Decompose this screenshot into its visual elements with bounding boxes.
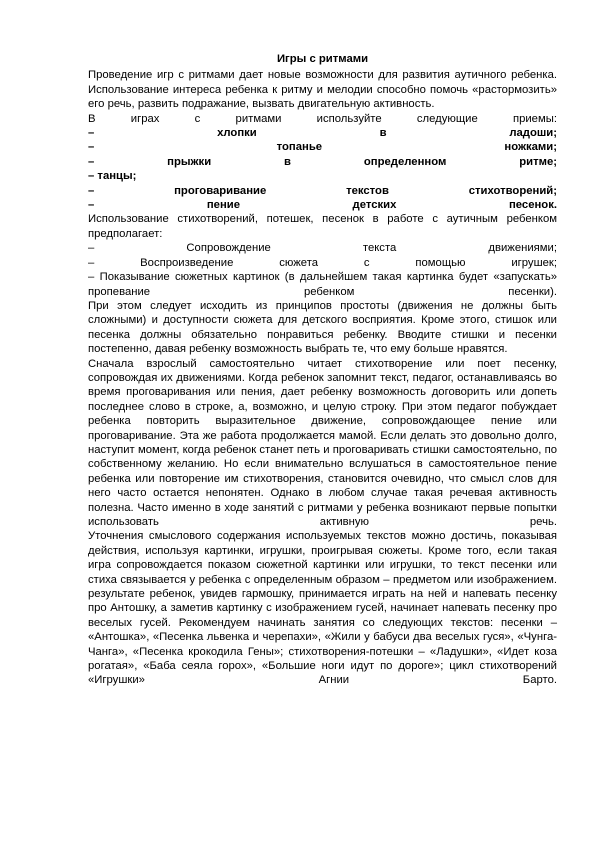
simplicity-paragraph: При этом следует исходить из принципов простоты (движения не должны быть сложными) и доступности сюжета для детского восприятия. Кроме этого, стишок или песенка должны обязательно понравиться ребенку. Вводите стишки и песенки постепенно, давая ребенку возможность выбрать те, что ему больше нравятся. — [88, 299, 557, 356]
intro-paragraph: Проведение игр с ритмами дает новые возможности для развития аутичного ребенка. Использование интереса ребенка к ритму и мелодии способно помочь «растормозить» его речь, развить подражание, вызвать двигательную активность. — [88, 69, 557, 111]
document-page — [88, 52, 557, 688]
clarify-paragraph: Уточнения смыслового содержания используемых текстов можно достичь, показывая действия, используя картинки, игрушки, проигрывая сюжеты. Кроме того, если такая игра сопровождается показом сюжетной картинки или игрушки, то текст песенки или стиха связывается у ребенка с определенным образом – предметом или изображением. результате ребенок, увидев гармошку, принимается играть на ней и напевать песенку про Антошку, а заметив картинку с изображением гусей, начинает напевать песенку про веселых гусей. Рекомендуем начинать занятия со следующих текстов: песенки – «Антошка», «Песенка львенка и черепахи», «Жили у бабуси два веселых гуся», «Чунга-Чанга», «Песенка крокодила Гены»; стихотворения-потешки – «Ладушки», «Идет коза рогатая», «Баба сеяла горох», «Большие ноги идут по дороге»; цикл стихотворений «Игрушки» Агнии Барто. — [88, 530, 557, 687]
technique-item: – хлопки в ладоши; — [88, 127, 557, 140]
verses-lead: Использование стихотворений, потешек, песенок в работе с аутичным ребенком предполагает: — [88, 213, 557, 240]
technique-item: – топанье ножками; — [88, 141, 557, 154]
technique-item: – пение детских песенок. — [88, 199, 557, 212]
technique-item: – танцы; — [88, 170, 137, 183]
document-title: Игры с ритмами — [276, 53, 369, 65]
first-step-paragraph: Сначала взрослый самостоятельно читает стихотворение или поет песенку, сопровождая их движениями. Когда ребенок запомнит текст, педагог, останавливаясь во время проговаривания или пения, дает ребенку возможность договорить или допеть последнее слово в строке, а, возможно, и целую строку. При этом педагог побуждает ребенка повторить выразительное движение, сопровождающее пение или проговаривание. Эта же работа продолжается мамой. Если делать это довольно долго, наступит момент, когда ребенок станет петь и проговаривать стишки самостоятельно, по собственному желанию. Но если внимательно вслушаться в самостоятельное пение ребенка или повторение им стихотворения, становится очевидно, что смысл слов для него часто остается непонятен. Однако в любом случае такая речевая активность полезна. Часто именно в ходе занятий с ритмами у ребенка возникают первые попытки использовать активную речь. — [88, 357, 557, 528]
verse-item: – Показывание сюжетных картинок (в дальнейшем такая картинка будет «запускать» пропевание ребенком песенки). — [88, 271, 557, 298]
technique-item: – проговаривание текстов стихотворений; — [88, 184, 557, 197]
technique-item: – прыжки в определенном ритме; — [88, 155, 557, 168]
verse-item: – Воспроизведение сюжета с помощью игрушек; — [88, 256, 557, 269]
techniques-lead: В играх с ритмами используйте следующие приемы: — [88, 112, 557, 125]
verse-item: – Сопровождение текста движениями; — [88, 242, 557, 255]
